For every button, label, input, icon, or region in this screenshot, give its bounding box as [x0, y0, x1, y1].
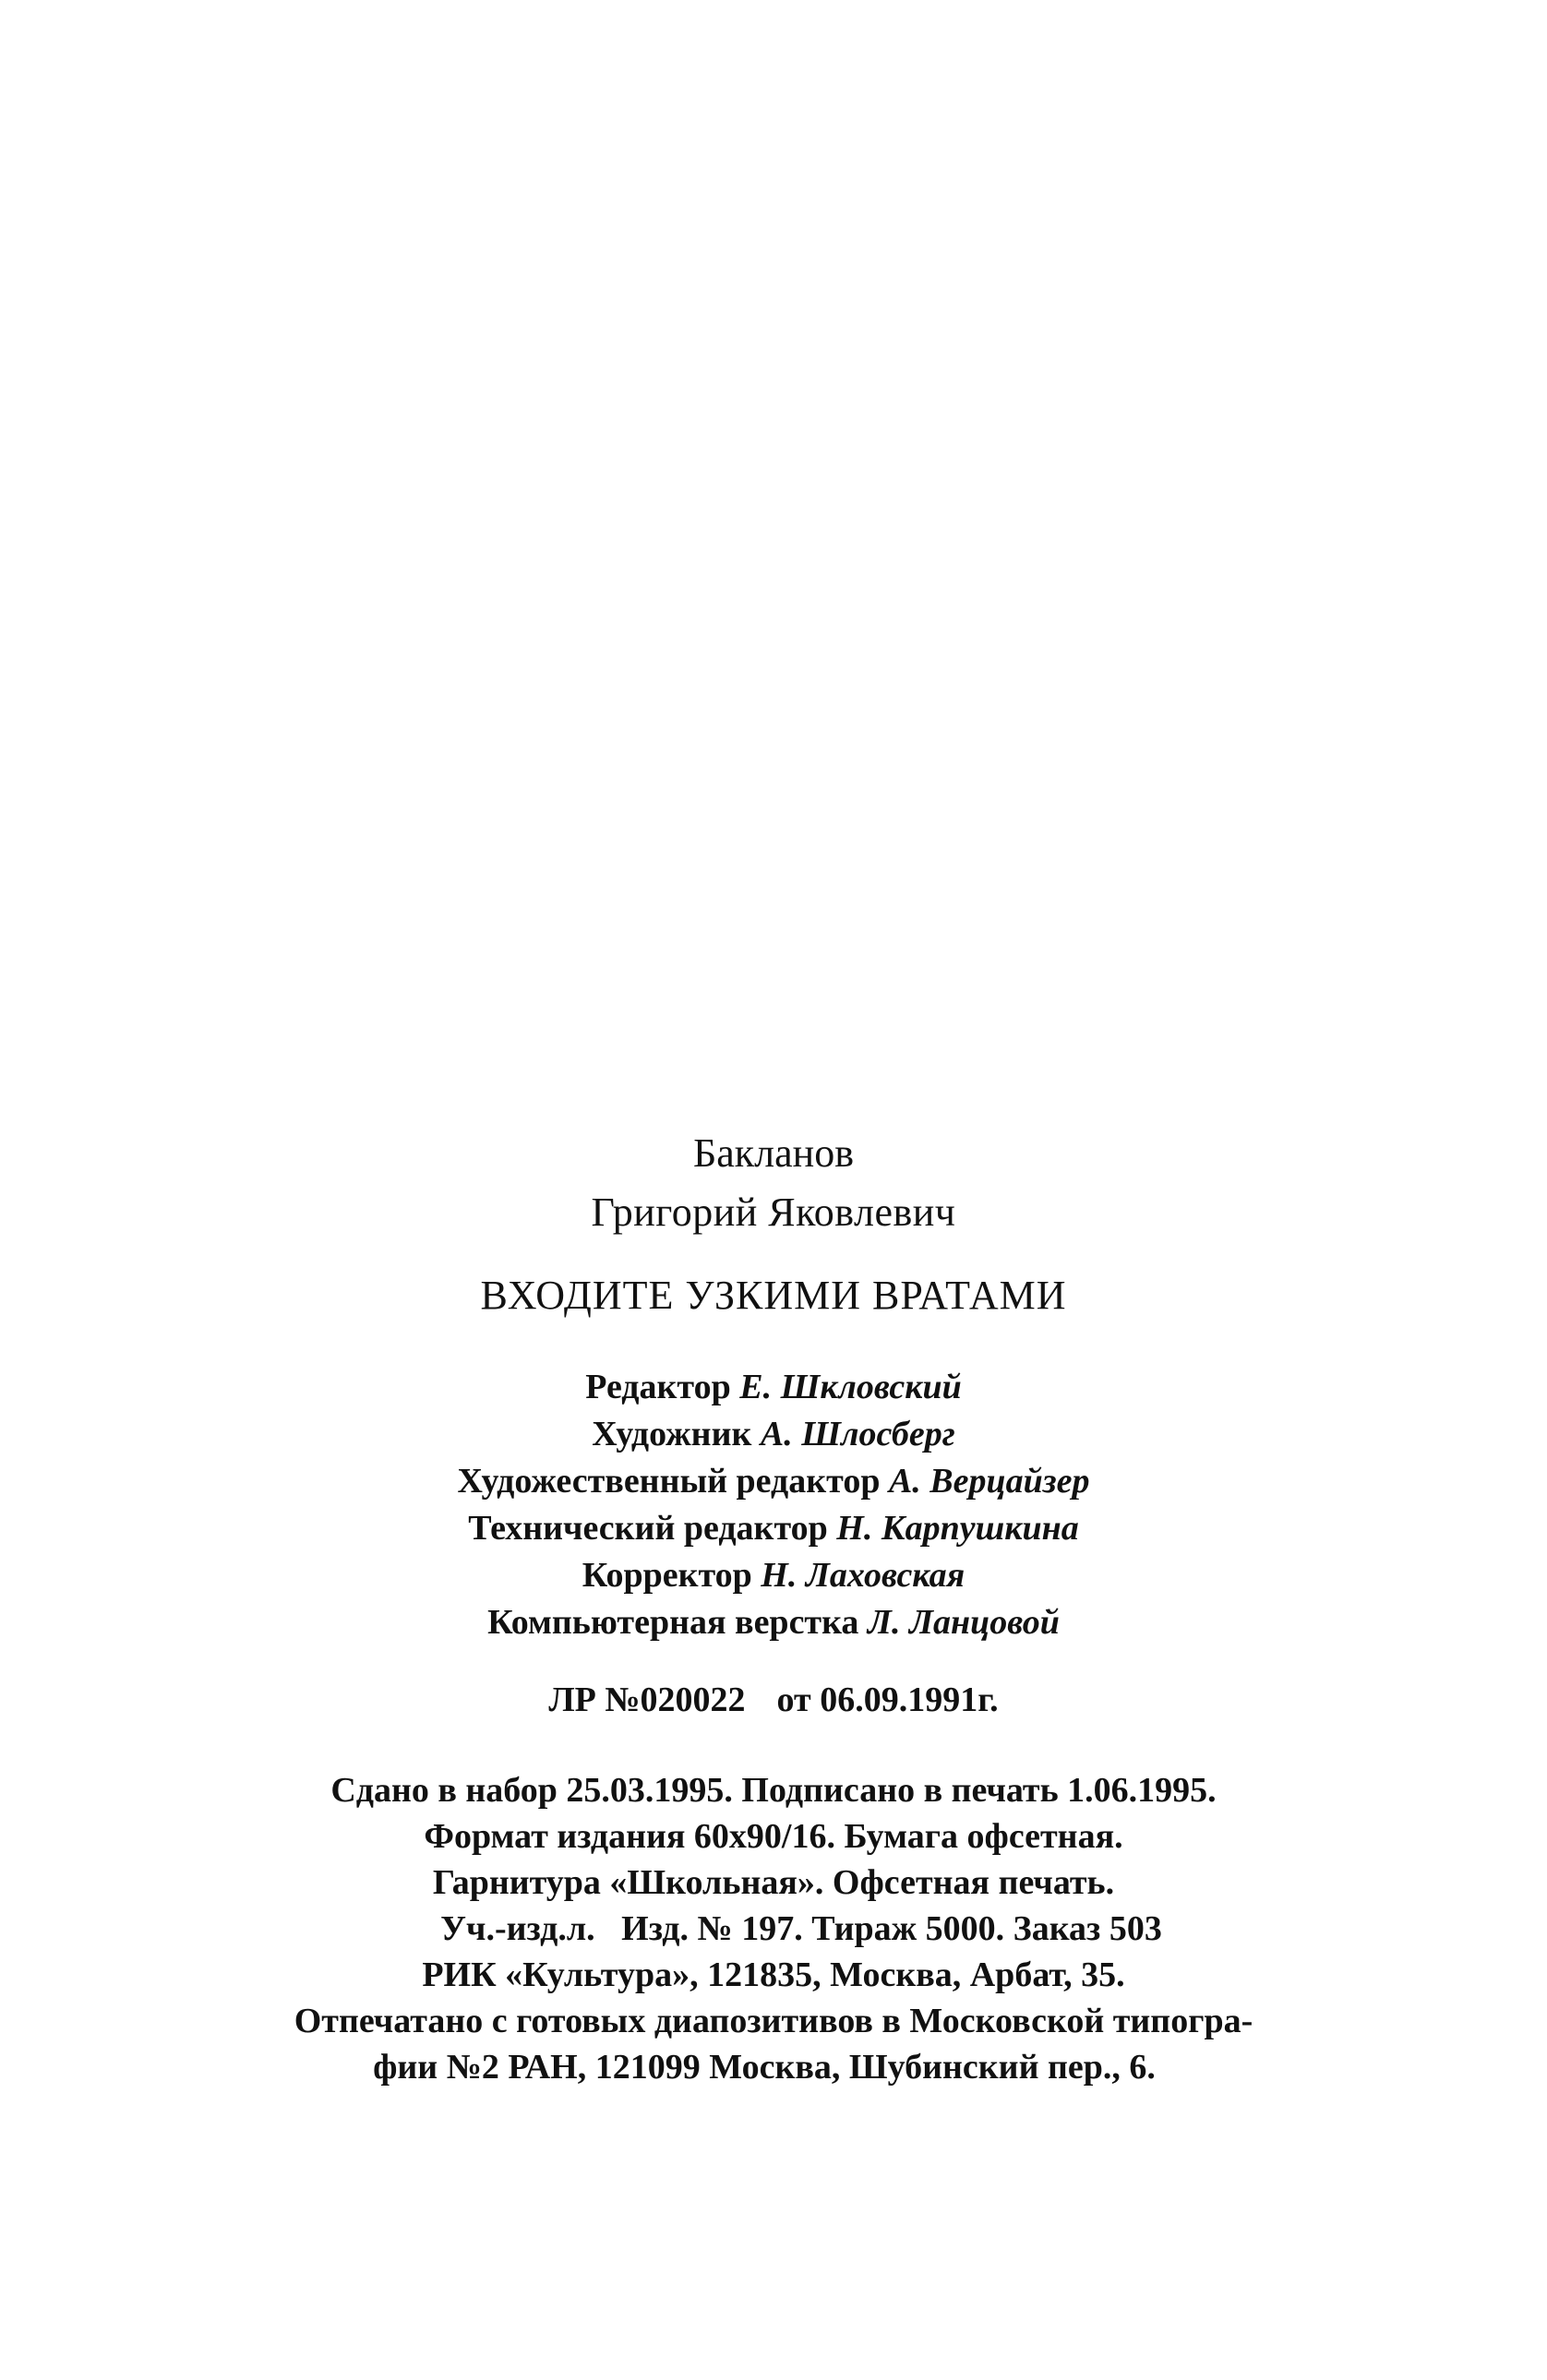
- license-line: [0, 1682, 1547, 1717]
- credit-person: Н. Лаховская: [761, 1556, 965, 1595]
- credit-person: А. Верцайзер: [888, 1462, 1090, 1501]
- credit-role: Художественный редактор: [457, 1462, 881, 1501]
- imprint-block: [0, 1773, 1547, 2085]
- colophon: [0, 1130, 1547, 2096]
- credit-person: Л. Ланцовой: [867, 1603, 1060, 1642]
- credit-person: Н. Карпушкина: [836, 1509, 1079, 1548]
- credit-artist: [0, 1417, 1547, 1452]
- credit-person: Е. Шкловский: [739, 1368, 962, 1406]
- book-title: ВХОДИТЕ УЗКИМИ ВРАТАМИ: [480, 1273, 1067, 1318]
- credit-role: Редактор: [585, 1368, 731, 1406]
- imprint-line: фии №2 РАН, 121099 Москва, Шубинский пер., 6.: [373, 2048, 1156, 2087]
- credit-role: Художник: [592, 1415, 752, 1453]
- author-surname: Бакланов: [693, 1130, 854, 1176]
- imprint-line: Гарнитура «Школьная». Офсетная печать.: [432, 1863, 1115, 1902]
- credit-editor: [0, 1369, 1547, 1405]
- imprint-line: Сдано в набор 25.03.1995. Подписано в печать 1.06.1995.: [330, 1771, 1217, 1810]
- imprint-line: РИК «Культура», 121835, Москва, Арбат, 35.: [422, 1955, 1125, 1994]
- license-date: от 06.09.1991г.: [776, 1680, 999, 1719]
- credit-proofreader: [0, 1558, 1547, 1593]
- imprint-line: Формат издания 60x90/16. Бумага офсетная.: [424, 1817, 1123, 1856]
- credit-layout: [0, 1605, 1547, 1640]
- credit-technical-editor: [0, 1511, 1547, 1546]
- author-given-names: Григорий Яковлевич: [591, 1190, 956, 1235]
- license-number: ЛР №020022: [548, 1680, 746, 1719]
- credits-list: [0, 1369, 1547, 1640]
- credit-person: А. Шлосберг: [760, 1415, 955, 1453]
- credit-role: Компьютерная верстка: [487, 1603, 859, 1642]
- imprint-line: Отпечатано с готовых диапозитивов в Московской типогра-: [294, 2002, 1253, 2040]
- credit-art-editor: [0, 1464, 1547, 1499]
- credit-role: Технический редактор: [468, 1509, 828, 1548]
- credit-role: Корректор: [582, 1556, 752, 1595]
- imprint-line: Уч.-изд.л. Изд. № 197. Тираж 5000. Заказ 503: [440, 1909, 1162, 1948]
